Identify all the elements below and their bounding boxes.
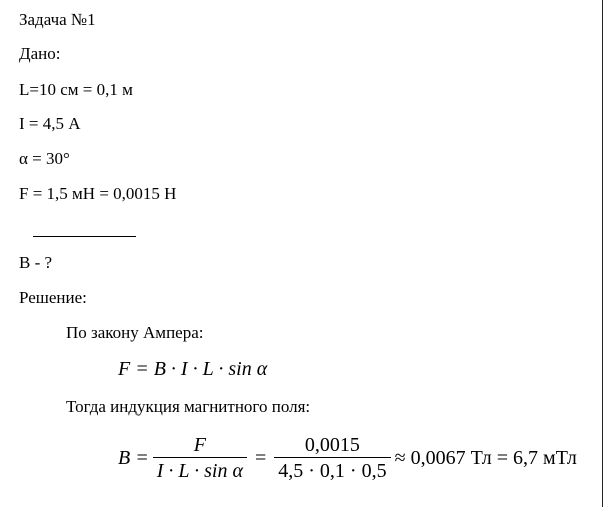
numeric-numerator: 0,0015 xyxy=(304,433,360,456)
given-separator xyxy=(33,236,136,237)
given-label: Дано: xyxy=(19,44,61,63)
equals-sign: = xyxy=(254,446,267,469)
law-text: По закону Ампера: xyxy=(66,323,204,342)
fraction-denominator: I · L · sin α xyxy=(153,457,247,484)
formula-result: ≈ 0,0067 Тл = 6,7 мТл xyxy=(394,446,577,469)
given-force: F = 1,5 мН = 0,0015 Н xyxy=(19,184,177,203)
induction-formula xyxy=(118,430,577,486)
solution-label: Решение: xyxy=(19,288,87,307)
given-length: L=10 см = 0,1 м xyxy=(19,80,133,99)
find-line: В - ? xyxy=(19,253,53,272)
page-border xyxy=(602,0,603,507)
symbolic-fraction xyxy=(153,433,247,484)
ampere-formula: F = B · I · L · sin α xyxy=(118,358,268,380)
formula-lhs: B = xyxy=(118,446,149,469)
induction-text: Тогда индукция магнитного поля: xyxy=(66,397,311,416)
task-title: Задача №1 xyxy=(19,10,96,29)
numeric-denominator: 4,5 · 0,1 · 0,5 xyxy=(274,457,390,484)
given-current: I = 4,5 А xyxy=(19,114,81,133)
given-angle: α = 30° xyxy=(19,149,70,168)
numeric-fraction xyxy=(274,433,390,484)
fraction-numerator: F xyxy=(193,433,206,456)
